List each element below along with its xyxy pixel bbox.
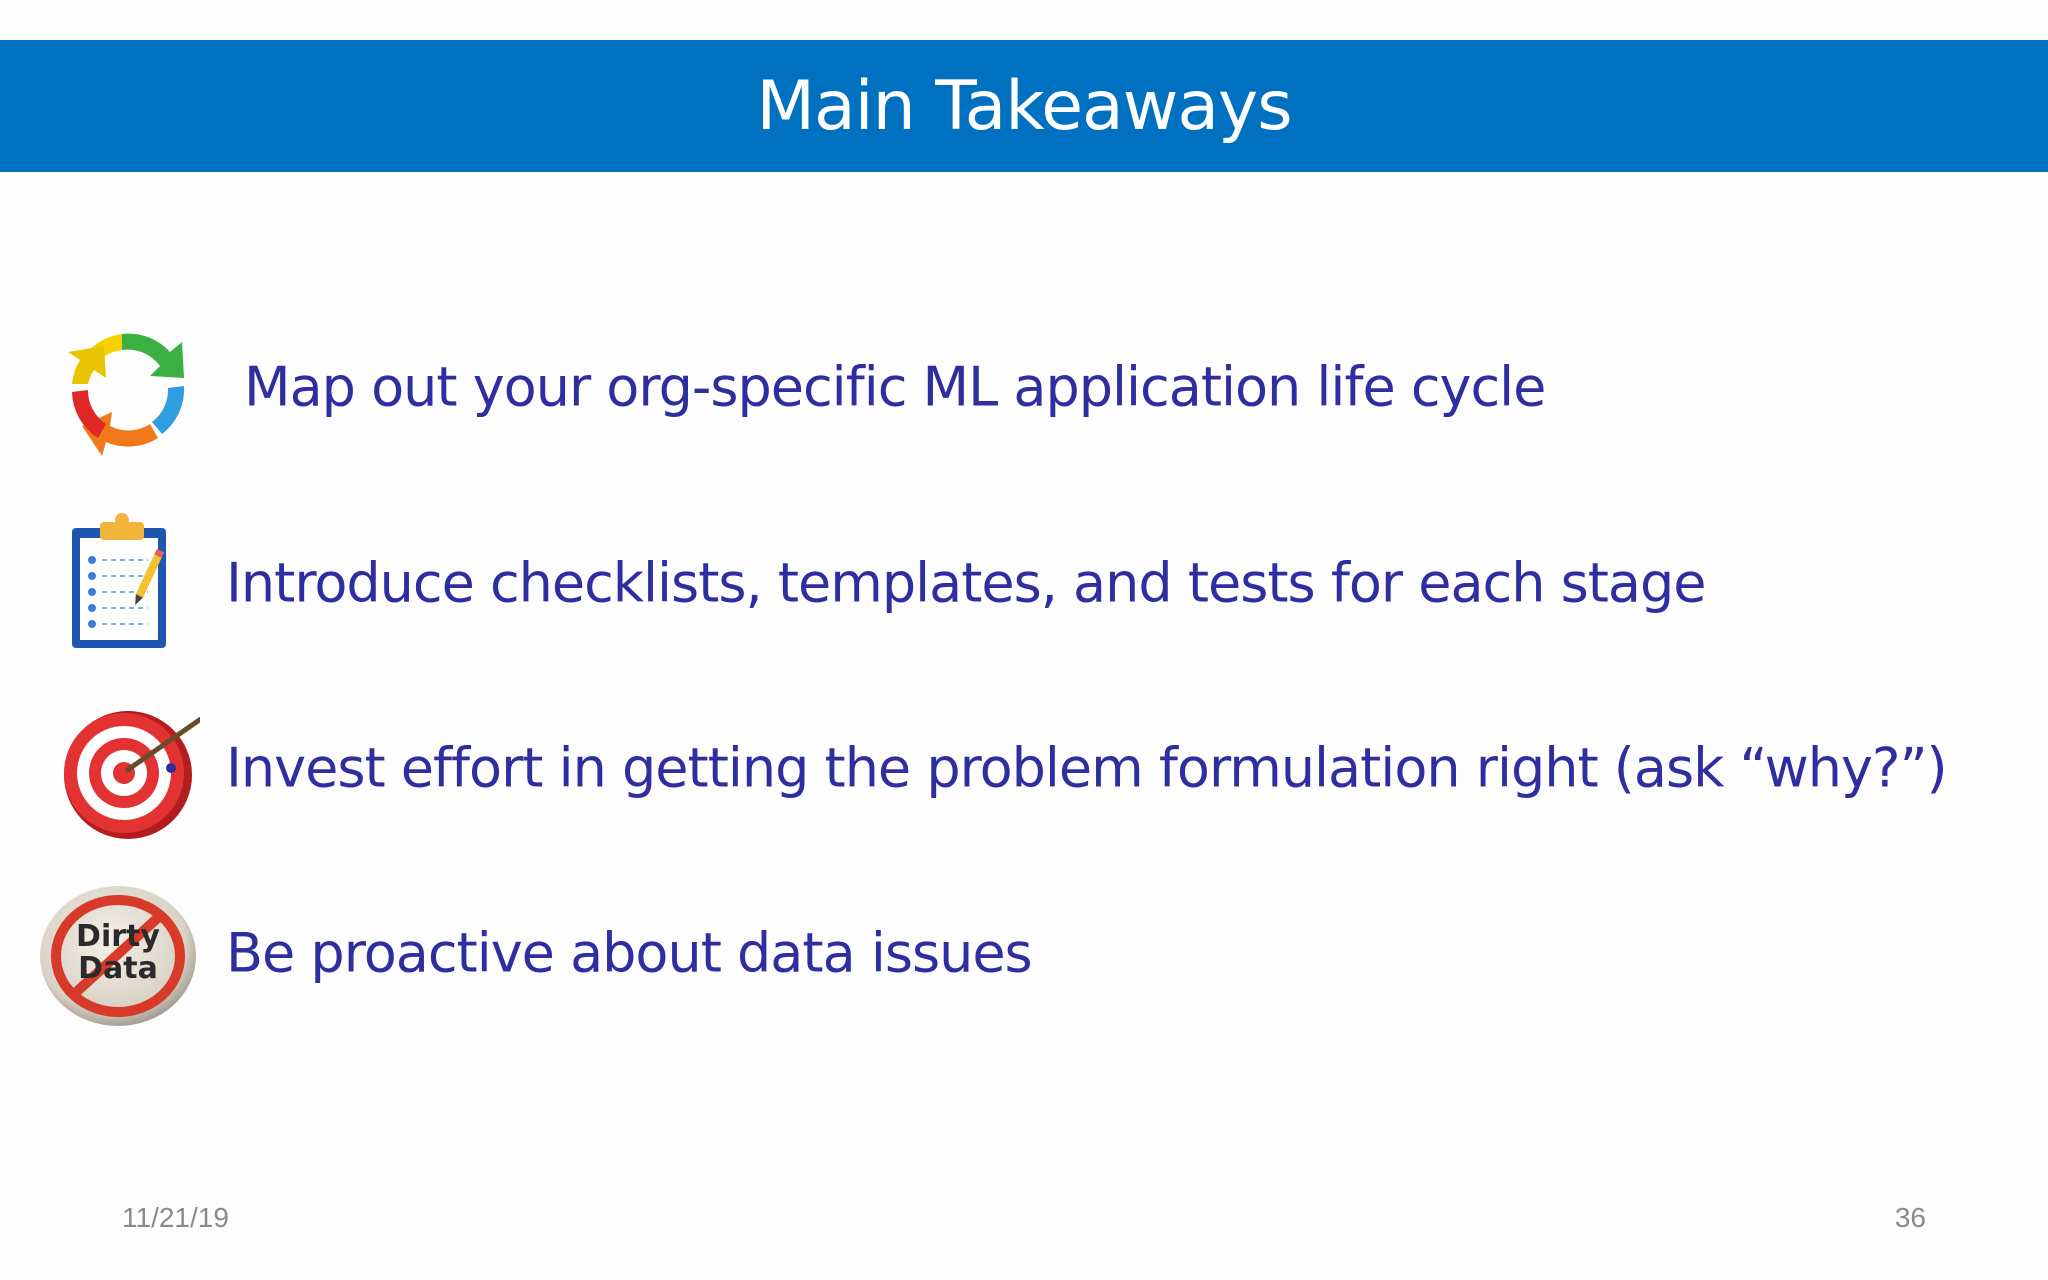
data-label: Data: [78, 951, 158, 986]
takeaway-text-1: Map out your org-specific ML application life cycle: [244, 355, 1546, 419]
takeaway-item-1: [0, 312, 2048, 462]
slide-date: 11/21/19: [122, 1202, 229, 1233]
dirty-label: Dirty: [76, 919, 160, 954]
takeaway-item-4: [0, 878, 2048, 1028]
no-dirty-data-icon: [38, 878, 198, 1028]
takeaway-text-2: Introduce checklists, templates, and tests for each stage: [226, 551, 1706, 615]
target-arrow-icon: [40, 693, 200, 843]
takeaway-text-3: Invest effort in getting the problem formulation right (ask “why?”): [226, 736, 1947, 800]
slide-page-number: 36: [1894, 1202, 1926, 1233]
title-bar: [0, 40, 2048, 172]
takeaway-text-4: Be proactive about data issues: [226, 921, 1032, 985]
slide-title: Main Takeaways: [756, 66, 1292, 146]
clipboard-checklist-icon: [40, 508, 200, 658]
takeaway-item-3: [0, 693, 2048, 843]
takeaway-item-2: [0, 508, 2048, 658]
cycle-arrows-icon: [40, 312, 200, 462]
